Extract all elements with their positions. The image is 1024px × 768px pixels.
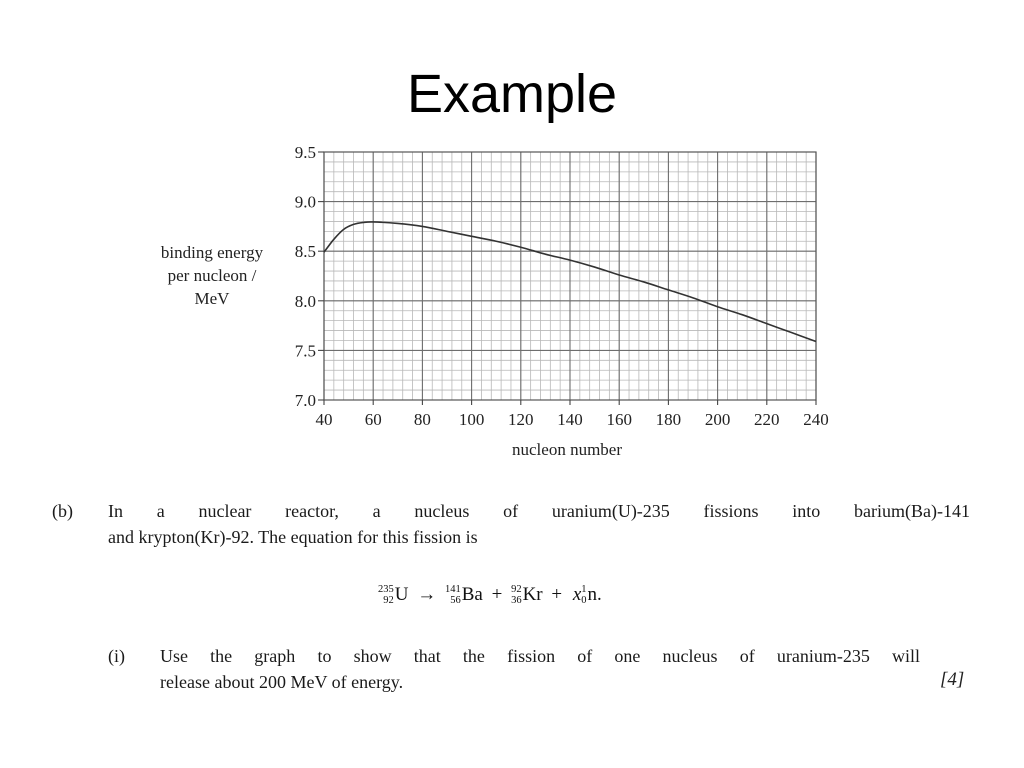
- question-b-line: and krypton(Kr)-92. The equation for this fission is: [108, 527, 478, 547]
- atomic-number: 36: [511, 594, 522, 606]
- y-tick-label: 8.5: [294, 242, 316, 262]
- nuclide-neutron: [581, 580, 597, 610]
- x-tick-label: 40: [315, 410, 333, 429]
- mass-number: 141: [444, 583, 461, 595]
- mass-number: 1: [581, 583, 587, 595]
- fission-equation: [378, 580, 602, 610]
- question-b-text: [108, 498, 970, 550]
- x-tick-label: 180: [655, 410, 682, 429]
- equation-period: .: [597, 584, 602, 605]
- mass-number: 235: [378, 583, 394, 595]
- chart-y-ticks: [295, 143, 324, 410]
- x-tick-label: 120: [508, 410, 534, 429]
- question-b-marker: (b): [52, 501, 73, 521]
- nuclide-barium: [445, 580, 483, 610]
- x-tick-label: 60: [364, 410, 382, 429]
- plus-sign: +: [491, 584, 503, 605]
- x-tick-label: 160: [606, 410, 632, 429]
- marks-allocation: [4]: [940, 669, 965, 690]
- reaction-arrow: →: [417, 584, 437, 605]
- element-symbol: n: [587, 584, 598, 605]
- y-tick-label: 7.0: [294, 391, 316, 410]
- mass-number: 92: [511, 583, 522, 595]
- question-i-line: Use the graph to show that the fission of one nucleus of uranium-235 will: [160, 646, 920, 666]
- x-tick-label: 220: [754, 410, 780, 429]
- y-tick-label: 9.0: [294, 192, 316, 212]
- x-tick-label: 200: [704, 410, 731, 429]
- y-tick-label: 8.0: [294, 291, 316, 311]
- y-axis-label: [140, 241, 284, 310]
- atomic-number: 92: [383, 594, 394, 606]
- x-tick-label: 240: [803, 410, 829, 429]
- plus-sign: +: [551, 584, 563, 605]
- y-tick-label: 9.5: [294, 143, 316, 162]
- x-tick-label: 100: [458, 410, 485, 429]
- nuclide-uranium: [378, 580, 408, 610]
- element-symbol: Ba: [461, 584, 483, 605]
- question-i-marker: (i): [108, 646, 125, 666]
- chart-x-ticks: [316, 400, 829, 429]
- y-tick-label: 7.5: [294, 341, 316, 361]
- x-tick-label: 140: [557, 410, 583, 429]
- y-axis-label-line: per nucleon /: [167, 266, 257, 285]
- element-symbol: U: [394, 584, 409, 605]
- neutron-count-variable: x: [572, 584, 582, 605]
- question-i-text: [160, 643, 920, 695]
- x-axis-label: nucleon number: [512, 440, 622, 459]
- atomic-number: 56: [450, 594, 461, 606]
- element-symbol: Kr: [522, 584, 543, 605]
- y-axis-label-line: MeV: [194, 289, 230, 308]
- slide-title: Example: [406, 64, 618, 124]
- atomic-number: 0: [581, 594, 587, 606]
- question-i-line: release about 200 MeV of energy.: [160, 672, 404, 692]
- y-axis-label-line: binding energy: [160, 243, 264, 262]
- chart-grid-major: [324, 152, 816, 400]
- question-b-line: In a nuclear reactor, a nucleus of uranium(U)-235 fissions into barium(Ba)-141: [108, 501, 970, 521]
- nuclide-krypton: [511, 580, 543, 610]
- x-tick-label: 80: [413, 410, 431, 429]
